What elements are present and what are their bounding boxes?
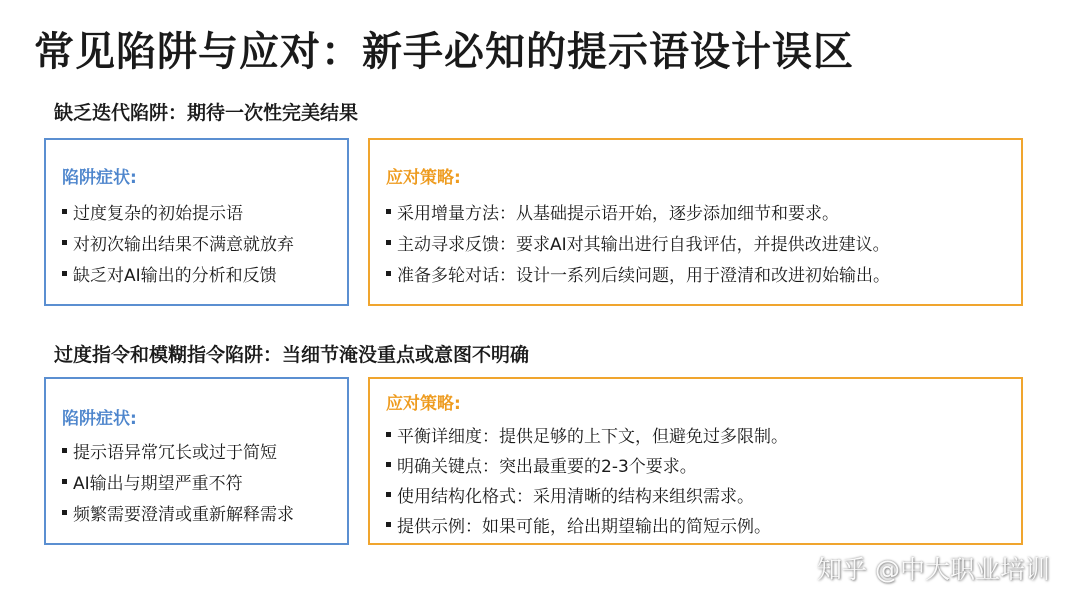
list-item-text: 准备多轮对话：设计一系列后续问题，用于澄清和改进初始输出。 — [397, 266, 890, 286]
list-item — [62, 497, 339, 528]
list-item — [386, 449, 1013, 479]
bullet-icon — [62, 240, 67, 245]
section-heading-iteration: 缺乏迭代陷阱：期待一次性完美结果 — [54, 102, 359, 124]
strategy-label: 应对策略: — [386, 168, 461, 188]
list-item-text: 采用增量方法：从基础提示语开始，逐步添加细节和要求。 — [397, 204, 839, 224]
bullet-icon — [386, 462, 391, 467]
bullet-icon — [386, 522, 391, 527]
list-item-text: AI输出与期望严重不符 — [73, 474, 243, 494]
list-item — [386, 258, 1013, 289]
list-item-text: 频繁需要澄清或重新解释需求 — [73, 505, 294, 525]
section-heading-instruction: 过度指令和模糊指令陷阱：当细节淹没重点或意图不明确 — [54, 344, 530, 366]
bullet-icon — [62, 271, 67, 276]
symptoms-card-iteration — [44, 138, 349, 306]
list-item-text: 对初次输出结果不满意就放弃 — [73, 235, 294, 255]
bullet-icon — [386, 432, 391, 437]
bullet-icon — [386, 240, 391, 245]
list-item — [62, 258, 339, 289]
list-item — [62, 435, 339, 466]
list-item-text: 过度复杂的初始提示语 — [73, 204, 243, 224]
list-item — [386, 509, 1013, 539]
bullet-icon — [62, 209, 67, 214]
bullet-icon — [62, 448, 67, 453]
list-item — [386, 227, 1013, 258]
list-item-text: 使用结构化格式：采用清晰的结构来组织需求。 — [397, 486, 754, 507]
list-item — [386, 479, 1013, 509]
list-item — [62, 466, 339, 497]
strategy-card-instruction — [368, 377, 1023, 545]
bullet-icon — [62, 479, 67, 484]
list-item-text: 明确关键点：突出最重要的2-3个要求。 — [397, 456, 697, 477]
strategy-card-iteration — [368, 138, 1023, 306]
symptoms-card-instruction — [44, 377, 349, 545]
bullet-icon — [386, 209, 391, 214]
list-item-text: 提示语异常冗长或过于简短 — [73, 443, 277, 463]
strategy-list — [386, 419, 1013, 539]
list-item-text: 平衡详细度：提供足够的上下文，但避免过多限制。 — [397, 426, 788, 447]
bullet-icon — [386, 492, 391, 497]
list-item — [62, 196, 339, 227]
list-item — [62, 227, 339, 258]
symptoms-label: 陷阱症状: — [62, 168, 137, 188]
watermark: 知乎 @中大职业培训 — [817, 555, 1050, 584]
symptoms-label: 陷阱症状: — [62, 409, 137, 429]
list-item-text: 提供示例：如果可能，给出期望输出的简短示例。 — [397, 516, 771, 537]
list-item-text: 主动寻求反馈：要求AI对其输出进行自我评估，并提供改进建议。 — [397, 235, 890, 255]
symptoms-list — [62, 435, 339, 528]
list-item — [386, 419, 1013, 449]
bullet-icon — [62, 510, 67, 515]
strategy-list — [386, 196, 1013, 289]
list-item-text: 缺乏对AI输出的分析和反馈 — [73, 266, 277, 286]
page-title: 常见陷阱与应对：新手必知的提示语设计误区 — [34, 29, 854, 75]
bullet-icon — [386, 271, 391, 276]
list-item — [386, 196, 1013, 227]
symptoms-list — [62, 196, 339, 289]
strategy-label: 应对策略: — [386, 394, 461, 414]
